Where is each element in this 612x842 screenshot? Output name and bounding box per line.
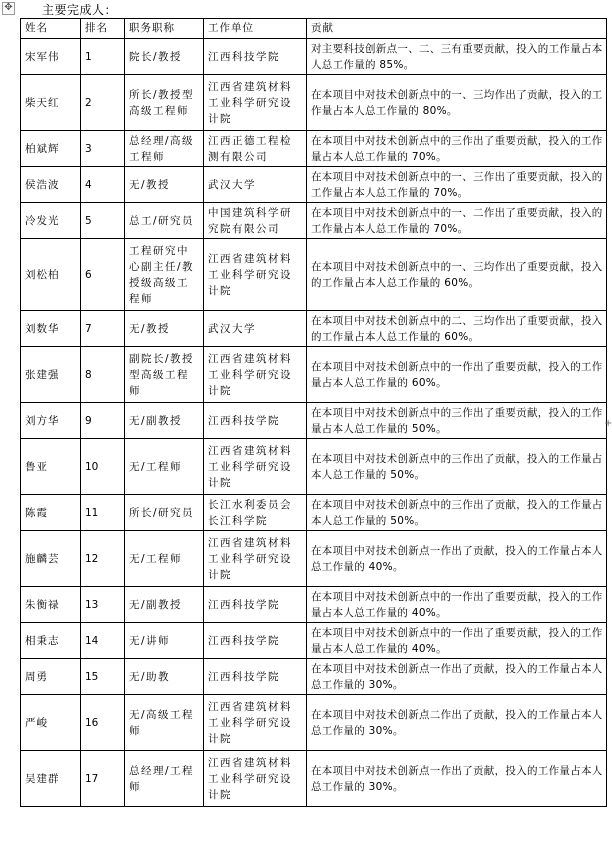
cell-contribution: 在本项目中对技术创新点中的一、二作出了重要贡献，投入的工作量占本人总工作量的 70%。 bbox=[307, 203, 607, 239]
cell-name: 冷发光 bbox=[21, 203, 81, 239]
cell-unit: 江西省建筑材料工业科学研究设计院 bbox=[204, 239, 307, 311]
table-row bbox=[21, 495, 607, 531]
cell-contribution: 在本项目中对技术创新点中的二、三均作出了重要贡献，投入的工作量占本人总工作量的 60%。 bbox=[307, 311, 607, 347]
cell-contribution: 在本项目中对技术创新点中的一作出了重要贡献，投入的工作量占本人总工作量的 40%。 bbox=[307, 623, 607, 659]
table-resize-handle-icon[interactable]: + bbox=[604, 418, 612, 429]
cell-title: 总经理/工程师 bbox=[125, 751, 204, 807]
cell-name: 侯浩波 bbox=[21, 167, 81, 203]
cell-name: 相秉志 bbox=[21, 623, 81, 659]
cell-title: 院长/教授 bbox=[125, 39, 204, 75]
cell-unit: 江西省建筑材料工业科学研究设计院 bbox=[204, 695, 307, 751]
cell-rank: 10 bbox=[81, 439, 125, 495]
cell-rank: 12 bbox=[81, 531, 125, 587]
cell-rank: 3 bbox=[81, 131, 125, 167]
cell-rank: 2 bbox=[81, 75, 125, 131]
cell-rank: 1 bbox=[81, 39, 125, 75]
cell-unit: 江西省建筑材料工业科学研究设计院 bbox=[204, 751, 307, 807]
cell-name: 严峻 bbox=[21, 695, 81, 751]
cell-rank: 11 bbox=[81, 495, 125, 531]
cell-name: 朱衡禄 bbox=[21, 587, 81, 623]
cell-contribution: 在本项目中对技术创新点中的三作出了贡献，投入的工作量占本人总工作量的 50%。 bbox=[307, 495, 607, 531]
table-row bbox=[21, 587, 607, 623]
cell-unit: 江西科技学院 bbox=[204, 587, 307, 623]
table-row bbox=[21, 131, 607, 167]
cell-unit: 江西正德工程检测有限公司 bbox=[204, 131, 307, 167]
cell-name: 周勇 bbox=[21, 659, 81, 695]
cell-contribution: 在本项目中对技术创新点中的一、三作出了重要贡献，投入的工作量占本人总工作量的 70%。 bbox=[307, 167, 607, 203]
cell-title: 所长/教授型高级工程师 bbox=[125, 75, 204, 131]
cell-contribution: 在本项目中对技术创新点中的三作出了重要贡献，投入的工作量占本人总工作量的 70%。 bbox=[307, 131, 607, 167]
cell-name: 宋军伟 bbox=[21, 39, 81, 75]
cell-unit: 江西科技学院 bbox=[204, 403, 307, 439]
cell-title: 无/讲师 bbox=[125, 623, 204, 659]
cell-name: 吴建群 bbox=[21, 751, 81, 807]
table-row bbox=[21, 203, 607, 239]
cell-name: 刘松柏 bbox=[21, 239, 81, 311]
cell-name: 陈霞 bbox=[21, 495, 81, 531]
cell-contribution: 在本项目中对技术创新点中的三作出了重要贡献，投入的工作量占本人总工作量的 50%。 bbox=[307, 403, 607, 439]
table-move-handle-icon[interactable]: ✥ bbox=[2, 2, 15, 15]
cell-rank: 14 bbox=[81, 623, 125, 659]
cell-contribution: 在本项目中对技术创新点一作出了贡献，投入的工作量占本人总工作量的 30%。 bbox=[307, 659, 607, 695]
cell-unit: 江西科技学院 bbox=[204, 659, 307, 695]
cell-contribution: 对主要科技创新点一、二、三有重要贡献，投入的工作量占本人总工作量的 85%。 bbox=[307, 39, 607, 75]
cell-rank: 15 bbox=[81, 659, 125, 695]
cell-rank: 16 bbox=[81, 695, 125, 751]
cell-contribution: 在本项目中对技术创新点二作出了贡献，投入的工作量占本人总工作量的 30%。 bbox=[307, 695, 607, 751]
cell-title: 无/教授 bbox=[125, 167, 204, 203]
cell-unit: 中国建筑科学研究院有限公司 bbox=[204, 203, 307, 239]
cell-rank: 4 bbox=[81, 167, 125, 203]
cell-name: 柏斌辉 bbox=[21, 131, 81, 167]
cell-unit: 长江水利委员会长江科学院 bbox=[204, 495, 307, 531]
cell-unit: 武汉大学 bbox=[204, 311, 307, 347]
cell-rank: 8 bbox=[81, 347, 125, 403]
cell-unit: 江西科技学院 bbox=[204, 39, 307, 75]
table-row bbox=[21, 623, 607, 659]
cell-unit: 江西省建筑材料工业科学研究设计院 bbox=[204, 75, 307, 131]
cell-rank: 7 bbox=[81, 311, 125, 347]
table-row bbox=[21, 695, 607, 751]
cell-contribution: 在本项目中对技术创新点中的一作出了重要贡献，投入的工作量占本人总工作量的 60%。 bbox=[307, 347, 607, 403]
cell-unit: 江西科技学院 bbox=[204, 623, 307, 659]
cell-name: 柴天红 bbox=[21, 75, 81, 131]
table-row bbox=[21, 531, 607, 587]
cell-title: 总工/研究员 bbox=[125, 203, 204, 239]
cell-name: 鲁亚 bbox=[21, 439, 81, 495]
cell-rank: 17 bbox=[81, 751, 125, 807]
cell-title: 无/助教 bbox=[125, 659, 204, 695]
cell-name: 刘数华 bbox=[21, 311, 81, 347]
cell-unit: 江西省建筑材料工业科学研究设计院 bbox=[204, 531, 307, 587]
table-row bbox=[21, 311, 607, 347]
cell-contribution: 在本项目中对技术创新点中的三作出了贡献，投入的工作量占本人总工作量的 50%。 bbox=[307, 439, 607, 495]
table-row bbox=[21, 439, 607, 495]
header-unit: 工作单位 bbox=[204, 19, 307, 39]
table-row bbox=[21, 239, 607, 311]
table-row bbox=[21, 403, 607, 439]
cell-unit: 武汉大学 bbox=[204, 167, 307, 203]
cell-name: 施麟芸 bbox=[21, 531, 81, 587]
cell-title: 副院长/教授型高级工程师 bbox=[125, 347, 204, 403]
cell-title: 无/副教授 bbox=[125, 587, 204, 623]
cell-title: 无/工程师 bbox=[125, 439, 204, 495]
cell-contribution: 在本项目中对技术创新点中的一、三均作出了贡献，投入的工作量占本人总工作量的 80%。 bbox=[307, 75, 607, 131]
cell-title: 无/教授 bbox=[125, 311, 204, 347]
cell-rank: 9 bbox=[81, 403, 125, 439]
cell-title: 无/高级工程师 bbox=[125, 695, 204, 751]
cell-contribution: 在本项目中对技术创新点一作出了贡献，投入的工作量占本人总工作量的 30%。 bbox=[307, 751, 607, 807]
table-row bbox=[21, 347, 607, 403]
table-row bbox=[21, 75, 607, 131]
table-row bbox=[21, 659, 607, 695]
section-heading: 主要完成人： bbox=[42, 3, 118, 17]
header-title: 职务职称 bbox=[125, 19, 204, 39]
cell-title: 无/工程师 bbox=[125, 531, 204, 587]
header-name: 姓名 bbox=[21, 19, 81, 39]
cell-rank: 5 bbox=[81, 203, 125, 239]
cell-unit: 江西省建筑材料工业科学研究设计院 bbox=[204, 439, 307, 495]
table-row bbox=[21, 751, 607, 807]
cell-title: 所长/研究员 bbox=[125, 495, 204, 531]
cell-contribution: 在本项目中对技术创新点中的一作出了重要贡献，投入的工作量占本人总工作量的 40%。 bbox=[307, 587, 607, 623]
header-rank: 排名 bbox=[81, 19, 125, 39]
cell-title: 总经理/高级工程师 bbox=[125, 131, 204, 167]
cell-unit: 江西省建筑材料工业科学研究设计院 bbox=[204, 347, 307, 403]
cell-title: 无/副教授 bbox=[125, 403, 204, 439]
cell-name: 张建强 bbox=[21, 347, 81, 403]
cell-contribution: 在本项目中对技术创新点一作出了贡献，投入的工作量占本人总工作量的 40%。 bbox=[307, 531, 607, 587]
cell-rank: 6 bbox=[81, 239, 125, 311]
cell-contribution: 在本项目中对技术创新点中的一、三均作出了重要贡献，投入的工作量占本人总工作量的 60%。 bbox=[307, 239, 607, 311]
header-contribution: 贡献 bbox=[307, 19, 607, 39]
contributors-table bbox=[20, 18, 607, 807]
table-header-row bbox=[21, 19, 607, 39]
cell-title: 工程研究中心副主任/教授级高级工程师 bbox=[125, 239, 204, 311]
cell-name: 刘方华 bbox=[21, 403, 81, 439]
table-row bbox=[21, 39, 607, 75]
table-row bbox=[21, 167, 607, 203]
cell-rank: 13 bbox=[81, 587, 125, 623]
